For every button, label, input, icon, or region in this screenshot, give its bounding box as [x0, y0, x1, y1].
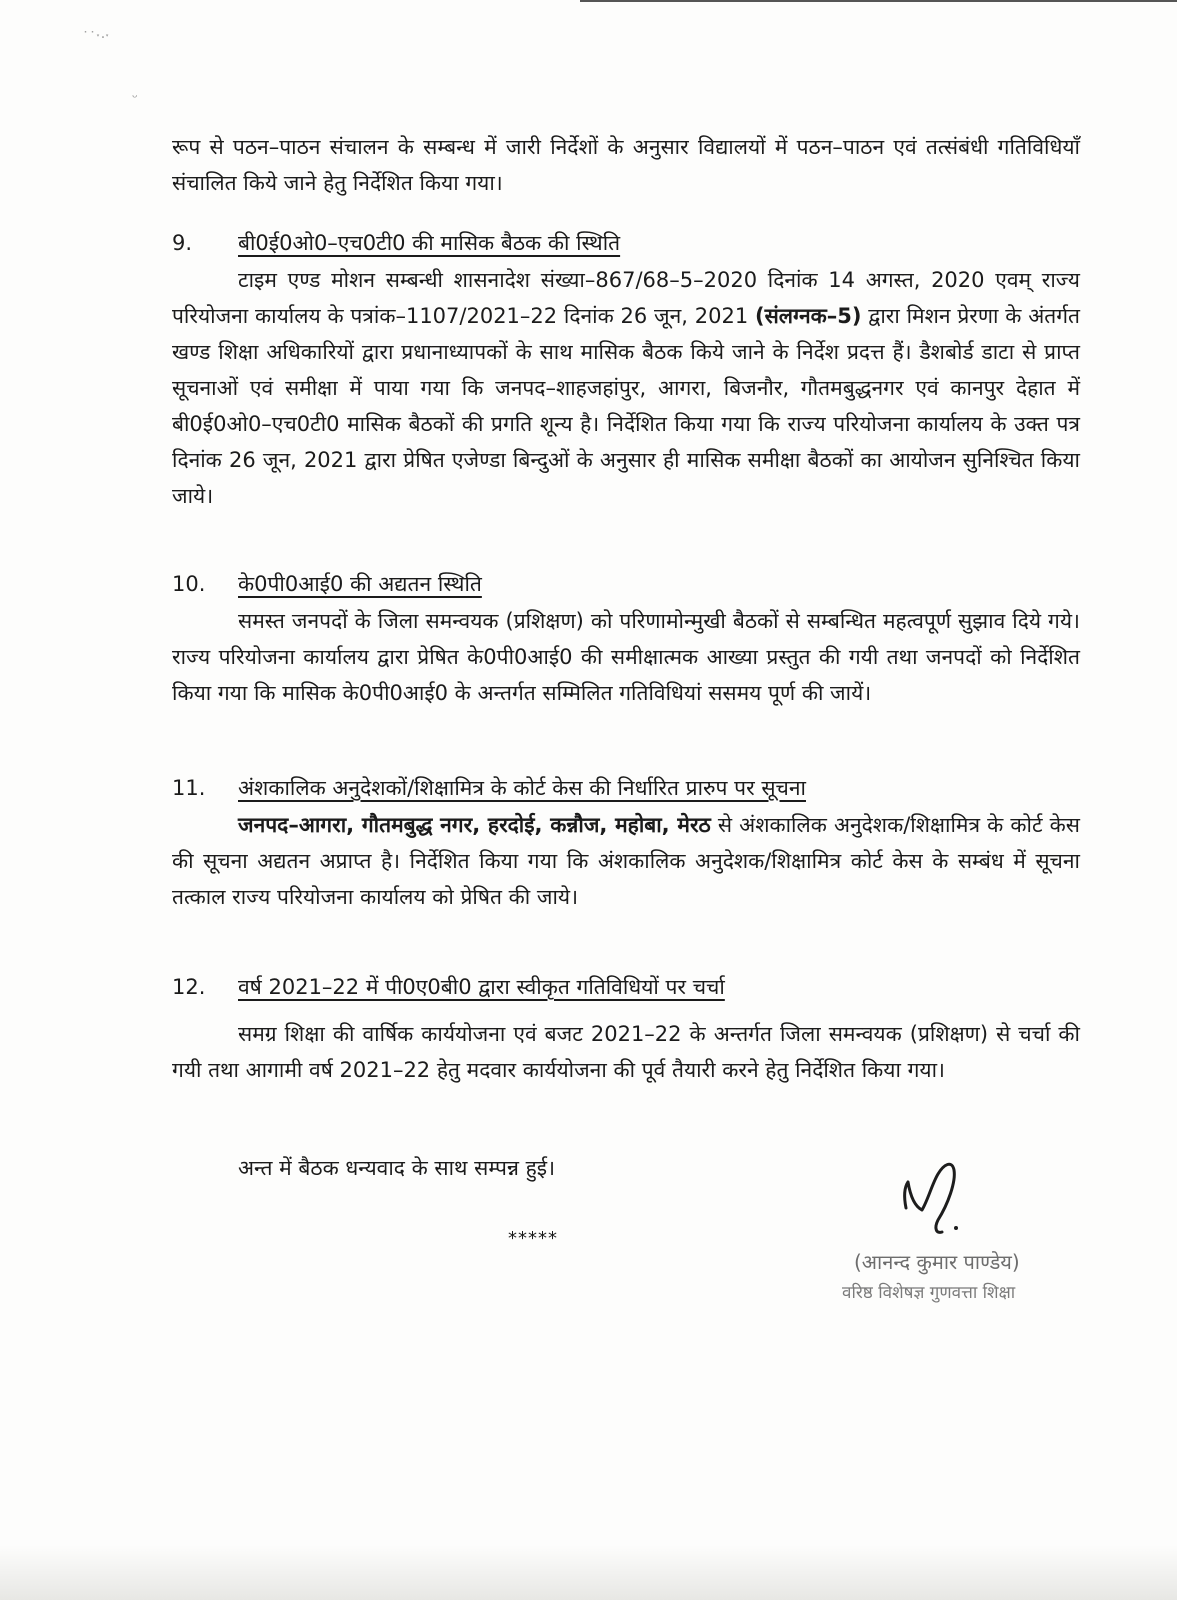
end-separator: ***** [508, 1228, 558, 1249]
section-9-text-a: टाइम एण्ड मोशन सम्बन्धी शासनादेश संख्या–867/68–5–2020 दिनांक 14 अगस्त, 2020 एवम् राज्य परियोजना कार्यालय के पत्रांक–1107/2021–22 दिनांक 26 जून, 2021 [172, 268, 1080, 328]
section-10-title: के0पी0आई0 की अद्यतन स्थिति [238, 572, 482, 596]
section-10-heading [172, 567, 1080, 601]
section-9-attachment-ref: (संलग्नक–5) [755, 304, 862, 328]
section-11-body [172, 807, 1080, 915]
scan-bottom-shade [0, 1545, 1177, 1600]
section-12-text: समग्र शिक्षा की वार्षिक कार्ययोजना एवं बजट 2021–22 के अन्तर्गत जिला समन्वयक (प्रशिक्षण) से चर्चा की गयी तथा आगामी वर्ष 2021–22 हेतु मदवार कार्ययोजना की पूर्व तैयारी करने हेतु निर्देशित किया गया। [172, 1022, 1080, 1082]
section-12-number: 12. [172, 975, 206, 999]
intro-paragraph [172, 129, 1080, 201]
section-11-heading [172, 771, 1080, 805]
section-9-number: 9. [172, 231, 193, 255]
section-9-title: बी0ई0ओ0–एच0टी0 की मासिक बैठक की स्थिति [238, 231, 621, 255]
section-11-title: अंशकालिक अनुदेशकों/शिक्षामित्र के कोर्ट केस की निर्धारित प्रारुप पर सूचना [238, 776, 806, 800]
section-9-body [172, 262, 1080, 514]
top-edge-line [580, 0, 1177, 2]
section-11-number: 11. [172, 776, 206, 800]
signature-mark [892, 1150, 982, 1250]
scan-smudge: ˙˙ˑ·ˑ [82, 30, 110, 46]
section-12-heading [172, 970, 1080, 1004]
section-11-districts: जनपद–आगरा, गौतमबुद्ध नगर, हरदोई, कन्नौज, महोबा, मेरठ [238, 813, 711, 837]
section-11-text: से अंशकालिक अनुदेशक/शिक्षामित्र के कोर्ट केस की सूचना अद्यतन अप्राप्त है। निर्देशित किया गया कि अंशकालिक अनुदेशक/शिक्षामित्र कोर्ट केस के सम्बंध में सूचना तत्काल राज्य परियोजना कार्यालय को प्रेषित की जाये। [172, 813, 1080, 909]
section-12-title: वर्ष 2021–22 में पी0ए0बी0 द्वारा स्वीकृत गतिविधियों पर चर्चा [238, 975, 725, 999]
section-10-number: 10. [172, 572, 206, 596]
section-10-body [172, 603, 1080, 711]
section-9-heading [172, 226, 1080, 260]
section-10-text: समस्त जनपदों के जिला समन्वयक (प्रशिक्षण) को परिणामोन्मुखी बैठकों से सम्बन्धित महत्वपूर्ण सुझाव दिये गये। राज्य परियोजना कार्यालय द्वारा प्रेषित के0पी0आई0 की समीक्षात्मक आख्या प्रस्तुत की गयी तथा जनपदों को निर्देशित किया गया कि मासिक के0पी0आई0 के अन्तर्गत सम्मिलित गतिविधियां ससमय पूर्ण की जायें। [172, 609, 1080, 705]
closing-text: अन्त में बैठक धन्यवाद के साथ सम्पन्न हुई। [238, 1156, 556, 1180]
signatory-name: (आनन्द कुमार पाण्डेय) [854, 1250, 1020, 1274]
scan-smudge-mark: ᵕ [132, 90, 138, 106]
signatory-designation: वरिष्ठ विशेषज्ञ गुणवत्ता शिक्षा [842, 1283, 1016, 1303]
section-12-body [172, 1016, 1080, 1088]
intro-text: रूप से पठन–पाठन संचालन के सम्बन्ध में जारी निर्देशों के अनुसार विद्यालयों में पठन–पाठन एवं तत्संबंधी गतिविधियाँ संचालित किये जाने हेतु निर्देशित किया गया। [172, 135, 1080, 195]
section-9-text-b: द्वारा मिशन प्रेरणा के अंतर्गत खण्ड शिक्षा अधिकारियों द्वारा प्रधानाध्यापकों के साथ मासिक बैठक किये जाने के निर्देश प्रदत्त हैं। डैशबोर्ड डाटा से प्राप्त सूचनाओं एवं समीक्षा में पाया गया कि जनपद–शाहजहांपुर, आगरा, बिजनौर, गौतमबुद्धनगर एवं कानपुर देहात में बी0ई0ओ0–एच0टी0 मासिक बैठकों की प्रगति शून्य है। निर्देशित किया गया कि राज्य परियोजना कार्यालय के उक्त पत्र दिनांक 26 जून, 2021 द्वारा प्रेषित एजेण्डा बिन्दुओं के अनुसार ही मासिक समीक्षा बैठकों का आयोजन सुनिश्चित किया जाये। [172, 304, 1080, 508]
